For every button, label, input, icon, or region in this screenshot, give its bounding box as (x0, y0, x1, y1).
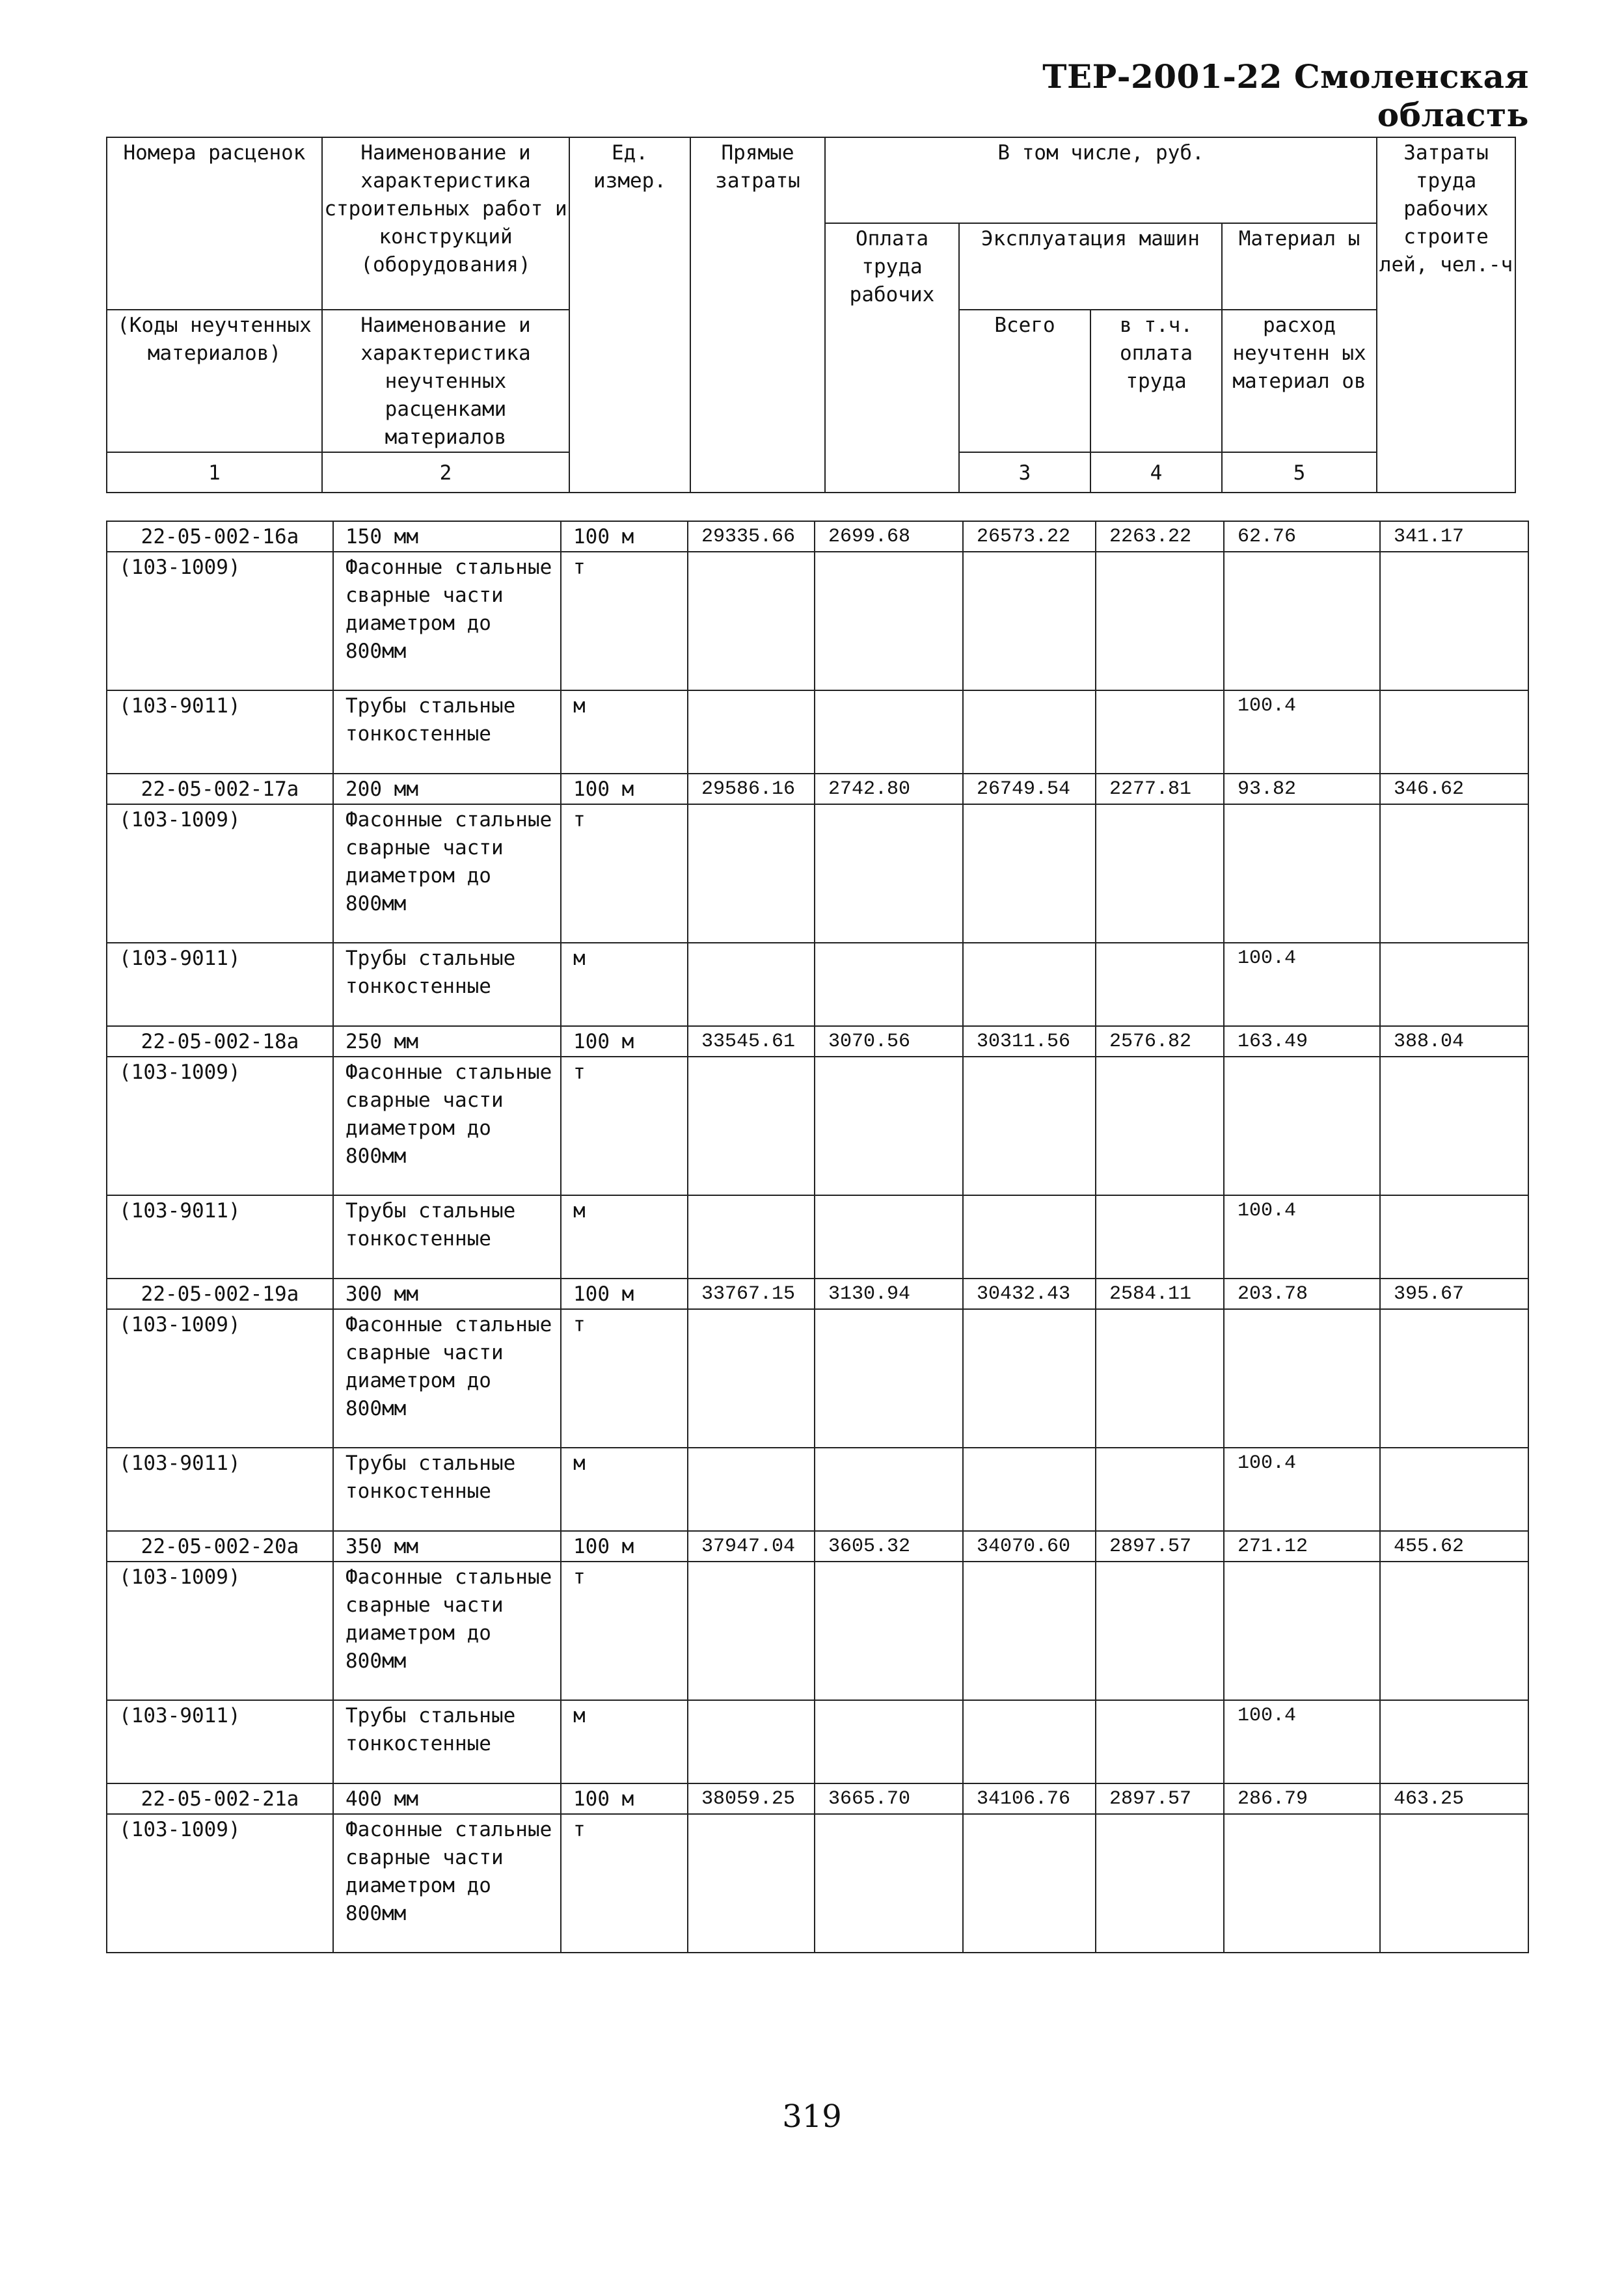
cell-name: Фасонные стальные сварные части диаметром до 800мм (333, 1562, 561, 1700)
cell-materials: 203.78 (1224, 1279, 1380, 1309)
cell-machines-labor (1096, 943, 1224, 1026)
cell-workers: 341.17 (1380, 521, 1528, 552)
header-num: 3 (959, 452, 1090, 493)
page-number: 319 (782, 2098, 842, 2135)
cell-workers (1380, 1448, 1528, 1531)
cell-direct (688, 1057, 815, 1195)
cell-unit: 100 м (561, 1783, 688, 1814)
cell-code: 22-05-002-20a (107, 1531, 333, 1562)
cell-labor (815, 690, 963, 774)
cell-machines: 30432.43 (963, 1279, 1096, 1309)
cell-name: Трубы стальные тонкостенные (333, 1195, 561, 1279)
cell-labor: 3665.70 (815, 1783, 963, 1814)
cell-machines-labor (1096, 1448, 1224, 1531)
cell-materials (1224, 552, 1380, 690)
cell-code: (103-1009) (107, 1057, 333, 1195)
cell-materials: 286.79 (1224, 1783, 1380, 1814)
header-including: В том числе, руб. (825, 137, 1377, 223)
cell-code: (103-9011) (107, 1448, 333, 1531)
cell-materials: 100.4 (1224, 1195, 1380, 1279)
header-codes-spacer (107, 223, 322, 310)
cell-name: 400 мм (333, 1783, 561, 1814)
table-row (107, 1195, 1528, 1279)
cell-direct (688, 552, 815, 690)
cell-materials: 163.49 (1224, 1026, 1380, 1057)
header-num: 2 (322, 452, 569, 493)
cell-materials (1224, 1562, 1380, 1700)
cell-unit: т (561, 804, 688, 943)
cell-unit: т (561, 1814, 688, 1953)
cell-materials: 100.4 (1224, 1700, 1380, 1783)
cell-machines (963, 690, 1096, 774)
header-machines-labor: в т.ч. оплата труда (1090, 310, 1222, 452)
cell-workers: 346.62 (1380, 774, 1528, 804)
cell-name: 200 мм (333, 774, 561, 804)
cell-name: Фасонные стальные сварные части диаметром до 800мм (333, 1057, 561, 1195)
table-row (107, 943, 1528, 1026)
header-name: Наименование и характеристика строительных работ и конструкций (оборудования) (322, 137, 569, 310)
header-codes: Номера расценок (107, 137, 322, 223)
cell-direct (688, 1448, 815, 1531)
cell-code: (103-1009) (107, 552, 333, 690)
cell-machines-labor (1096, 1309, 1224, 1448)
cell-unit: 100 м (561, 1531, 688, 1562)
cell-materials (1224, 804, 1380, 943)
cell-machines: 34070.60 (963, 1531, 1096, 1562)
cell-name: Фасонные стальные сварные части диаметром до 800мм (333, 1814, 561, 1953)
cell-machines (963, 552, 1096, 690)
cell-unit: м (561, 943, 688, 1026)
cell-materials: 100.4 (1224, 690, 1380, 774)
table-row (107, 1531, 1528, 1562)
table-row (107, 552, 1528, 690)
cell-labor: 3130.94 (815, 1279, 963, 1309)
cell-machines-labor (1096, 1562, 1224, 1700)
cell-unit: 100 м (561, 1026, 688, 1057)
cell-machines (963, 1448, 1096, 1531)
cell-code: (103-1009) (107, 1562, 333, 1700)
cell-labor: 3070.56 (815, 1026, 963, 1057)
cell-direct (688, 1814, 815, 1953)
cell-materials (1224, 1309, 1380, 1448)
cell-machines-labor (1096, 1700, 1224, 1783)
header-num: 4 (1090, 452, 1222, 493)
cell-name: 300 мм (333, 1279, 561, 1309)
cell-machines-labor: 2897.57 (1096, 1783, 1224, 1814)
cell-name: Фасонные стальные сварные части диаметром до 800мм (333, 804, 561, 943)
cell-workers (1380, 1057, 1528, 1195)
table-row (107, 1562, 1528, 1700)
cell-machines-labor: 2576.82 (1096, 1026, 1224, 1057)
table-row (107, 804, 1528, 943)
cell-machines (963, 1814, 1096, 1953)
cell-code: 22-05-002-21a (107, 1783, 333, 1814)
table-row (107, 1700, 1528, 1783)
cell-code: (103-9011) (107, 943, 333, 1026)
cell-machines-labor (1096, 1814, 1224, 1953)
cell-machines-labor (1096, 552, 1224, 690)
cell-workers (1380, 690, 1528, 774)
cell-materials: 93.82 (1224, 774, 1380, 804)
cell-direct (688, 1700, 815, 1783)
cell-direct (688, 1562, 815, 1700)
cell-direct (688, 1195, 815, 1279)
cell-machines-labor (1096, 690, 1224, 774)
cell-labor (815, 1448, 963, 1531)
header-codes-bottom: (Коды неучтенных материалов) (107, 310, 322, 452)
cell-machines (963, 943, 1096, 1026)
table-row (107, 1448, 1528, 1531)
header-workers: Затраты труда рабочих строите лей, чел.-ч (1377, 137, 1515, 493)
cell-unit: м (561, 1195, 688, 1279)
header-machines: Эксплуатация машин (959, 223, 1222, 310)
header-machines-total: Всего (959, 310, 1090, 452)
cell-direct: 29335.66 (688, 521, 815, 552)
table-row (107, 521, 1528, 552)
cell-direct (688, 690, 815, 774)
cell-materials: 62.76 (1224, 521, 1380, 552)
cell-workers: 455.62 (1380, 1531, 1528, 1562)
table-row (107, 1057, 1528, 1195)
cell-labor (815, 1700, 963, 1783)
cell-unit: м (561, 1700, 688, 1783)
cell-labor (815, 1057, 963, 1195)
cell-labor (815, 1814, 963, 1953)
cell-machines: 30311.56 (963, 1026, 1096, 1057)
cell-machines: 34106.76 (963, 1783, 1096, 1814)
cell-unit: 100 м (561, 521, 688, 552)
cell-code: 22-05-002-18a (107, 1026, 333, 1057)
cell-materials: 100.4 (1224, 943, 1380, 1026)
cell-code: (103-9011) (107, 690, 333, 774)
header-name-bottom: Наименование и характеристика неучтенных расценками материалов (322, 310, 569, 452)
cell-machines: 26749.54 (963, 774, 1096, 804)
header-unit: Ед. измер. (569, 137, 690, 493)
cell-unit: м (561, 690, 688, 774)
cell-machines-labor: 2277.81 (1096, 774, 1224, 804)
cell-direct: 33545.61 (688, 1026, 815, 1057)
cell-unit: т (561, 1309, 688, 1448)
header-num: 5 (1222, 452, 1377, 493)
cell-machines-labor (1096, 1057, 1224, 1195)
cell-labor (815, 1562, 963, 1700)
cell-workers: 463.25 (1380, 1783, 1528, 1814)
cell-name: Трубы стальные тонкостенные (333, 1448, 561, 1531)
cell-unit: 100 м (561, 1279, 688, 1309)
cell-unit: т (561, 1057, 688, 1195)
table-row (107, 1026, 1528, 1057)
cell-name: Фасонные стальные сварные части диаметром до 800мм (333, 1309, 561, 1448)
cell-direct: 29586.16 (688, 774, 815, 804)
cell-labor (815, 1195, 963, 1279)
cell-materials: 100.4 (1224, 1448, 1380, 1531)
page-title: ТЕР-2001-22 Смоленская область (1042, 57, 1529, 134)
table-row (107, 1309, 1528, 1448)
cell-direct (688, 1309, 815, 1448)
header-materials-bottom: расход неучтенн ых материал ов (1222, 310, 1377, 452)
cell-name: 150 мм (333, 521, 561, 552)
cell-name: Трубы стальные тонкостенные (333, 1700, 561, 1783)
cell-direct: 38059.25 (688, 1783, 815, 1814)
cell-machines-labor: 2263.22 (1096, 521, 1224, 552)
cell-unit: т (561, 552, 688, 690)
cell-machines: 26573.22 (963, 521, 1096, 552)
cell-materials: 271.12 (1224, 1531, 1380, 1562)
cell-code: (103-9011) (107, 1195, 333, 1279)
cell-workers (1380, 1195, 1528, 1279)
cell-unit: т (561, 1562, 688, 1700)
cell-unit: м (561, 1448, 688, 1531)
cell-direct (688, 804, 815, 943)
cell-labor (815, 552, 963, 690)
table-row (107, 1814, 1528, 1953)
table-row (107, 1783, 1528, 1814)
cell-machines-labor: 2584.11 (1096, 1279, 1224, 1309)
cell-materials (1224, 1814, 1380, 1953)
cell-labor: 2699.68 (815, 521, 963, 552)
cell-labor (815, 804, 963, 943)
cell-direct (688, 943, 815, 1026)
cell-name: 350 мм (333, 1531, 561, 1562)
cell-name: 250 мм (333, 1026, 561, 1057)
header-materials: Материал ы (1222, 223, 1377, 310)
cell-machines-labor (1096, 1195, 1224, 1279)
cell-name: Трубы стальные тонкостенные (333, 690, 561, 774)
cell-name: Фасонные стальные сварные части диаметром до 800мм (333, 552, 561, 690)
cell-workers (1380, 943, 1528, 1026)
cell-machines (963, 1195, 1096, 1279)
cell-labor: 3605.32 (815, 1531, 963, 1562)
cell-materials (1224, 1057, 1380, 1195)
cell-machines-labor (1096, 804, 1224, 943)
table-row (107, 1279, 1528, 1309)
cell-workers (1380, 1700, 1528, 1783)
cell-code: 22-05-002-16a (107, 521, 333, 552)
cell-direct: 37947.04 (688, 1531, 815, 1562)
header-direct: Прямые затраты (690, 137, 825, 493)
cell-direct: 33767.15 (688, 1279, 815, 1309)
cell-code: 22-05-002-17a (107, 774, 333, 804)
cell-code: (103-9011) (107, 1700, 333, 1783)
cell-workers (1380, 552, 1528, 690)
cell-machines (963, 804, 1096, 943)
cell-workers (1380, 1309, 1528, 1448)
header-num: 1 (107, 452, 322, 493)
cell-labor: 2742.80 (815, 774, 963, 804)
cell-code: (103-1009) (107, 804, 333, 943)
cell-machines (963, 1309, 1096, 1448)
header-labor: Оплата труда рабочих (825, 223, 959, 493)
table-row (107, 774, 1528, 804)
cell-machines-labor: 2897.57 (1096, 1531, 1224, 1562)
cell-machines (963, 1700, 1096, 1783)
cell-workers: 395.67 (1380, 1279, 1528, 1309)
cell-workers (1380, 804, 1528, 943)
column-header-table (106, 137, 1516, 493)
cell-code: (103-1009) (107, 1309, 333, 1448)
cell-labor (815, 1309, 963, 1448)
cell-code: 22-05-002-19a (107, 1279, 333, 1309)
cell-workers (1380, 1562, 1528, 1700)
cell-unit: 100 м (561, 774, 688, 804)
cell-labor (815, 943, 963, 1026)
cell-workers: 388.04 (1380, 1026, 1528, 1057)
cell-machines (963, 1562, 1096, 1700)
cell-machines (963, 1057, 1096, 1195)
cell-name: Трубы стальные тонкостенные (333, 943, 561, 1026)
cell-workers (1380, 1814, 1528, 1953)
table-row (107, 690, 1528, 774)
rates-table (106, 521, 1529, 1953)
cell-code: (103-1009) (107, 1814, 333, 1953)
